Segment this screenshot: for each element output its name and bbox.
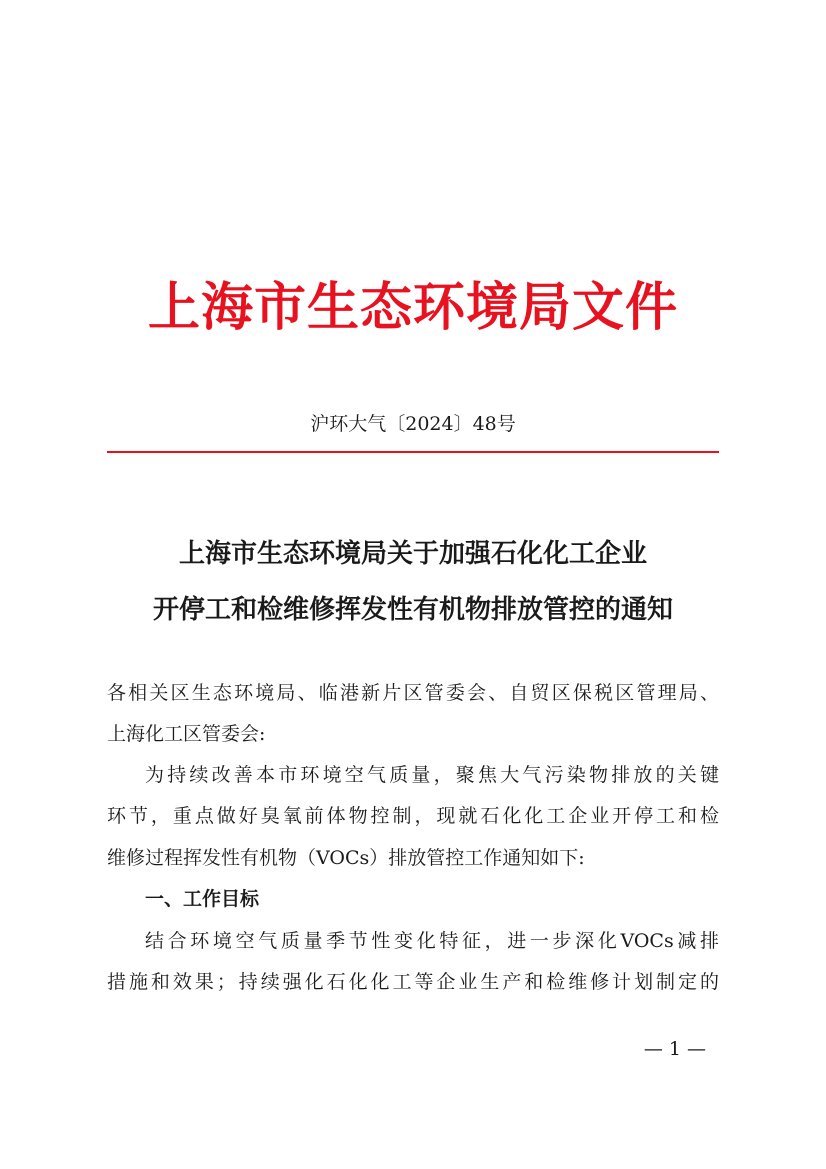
document-masthead: 上海市生态环境局文件 [147,278,678,338]
red-divider-line [107,451,719,453]
section1-line-1: 结合环境空气质量季节性变化特征，进一步深化VOCs减排 [145,930,719,952]
addressee-line-2: 上海化工区管委会: [107,723,266,745]
section-heading-work-goals: 一、工作目标 [145,888,260,910]
intro-line-1: 为持续改善本市环境空气质量，聚焦大气污染物排放的关键 [145,764,719,786]
title-line-1: 上海市生态环境局关于加强石化化工企业 [178,539,647,569]
addressee-line-1: 各相关区生态环境局、临港新片区管委会、自贸区保税区管理局、 [107,682,719,704]
page-number: — 1 — [643,1038,706,1060]
intro-line-2: 环节，重点做好臭氧前体物控制，现就石化化工企业开停工和检 [107,805,719,827]
title-line-2: 开停工和检维修挥发性有机物排放管控的通知 [152,595,673,625]
document-number: 沪环大气〔2024〕48号 [310,413,516,435]
intro-line-3: 维修过程挥发性有机物（VOCs）排放管控工作通知如下: [107,847,585,869]
section1-line-2: 措施和效果；持续强化石化化工等企业生产和检维修计划制定的 [107,971,719,993]
